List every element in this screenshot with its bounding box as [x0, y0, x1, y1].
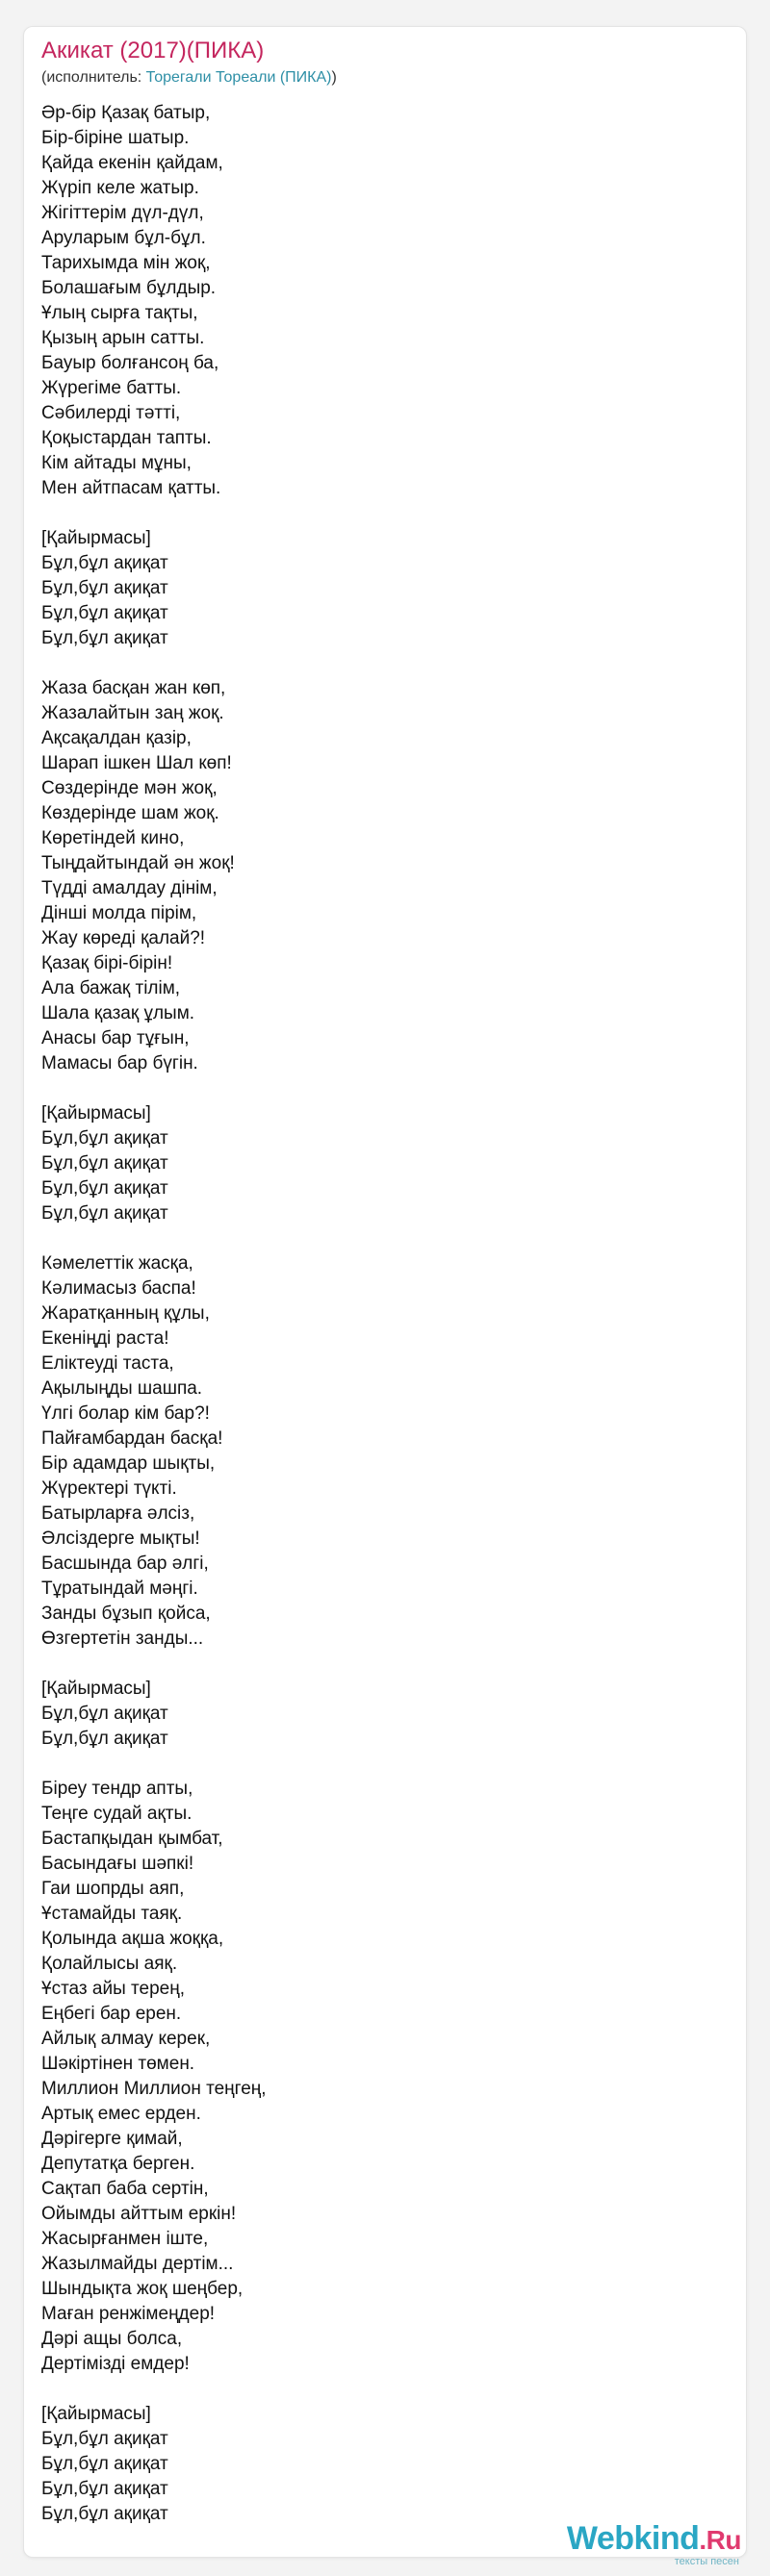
lyric-line: Артық емес ерден. [41, 2104, 201, 2124]
lyric-line: Біреу тендр апты, [41, 1779, 193, 1799]
lyric-line: Жау көреді қалай?! [41, 928, 206, 948]
lyric-line: Қолында ақша жоққа, [41, 1929, 224, 1949]
lyric-line: Занды бұзып қойса, [41, 1604, 211, 1624]
lyric-line: Бұл,бұл ақиқат [41, 628, 168, 648]
lyric-line: [Қайырмасы] [41, 528, 151, 548]
stanza-break [41, 1652, 715, 1677]
lyric-line: Шарап ішкен Шал көп! [41, 753, 232, 773]
lyric-line: Бұл,бұл ақиқат [41, 1729, 168, 1749]
lyric-line: Жасырғанмен іште, [41, 2229, 209, 2249]
lyric-line: Ұлың сырға тақты, [41, 303, 198, 323]
lyric-line: Ұстамайды таяқ. [41, 1904, 183, 1924]
lyric-line: Бұл,бұл ақиқат [41, 2479, 168, 2499]
lyric-line: Мен айтпасам қатты. [41, 478, 221, 498]
lyric-line: Батырларға әлсіз, [41, 1503, 195, 1524]
lyric-line: Бұл,бұл ақиқат [41, 1203, 168, 1224]
lyric-line: Пайғамбардан басқа! [41, 1428, 223, 1449]
artist-link[interactable]: Торегали Тореали (ПИКА) [145, 69, 332, 86]
lyric-line: Жүрегіме батты. [41, 378, 182, 398]
lyric-line: Бұл,бұл ақиқат [41, 578, 168, 598]
lyric-line: Көздерінде шам жоқ. [41, 803, 219, 823]
lyric-line: Үлгі болар кім бар?! [41, 1403, 210, 1424]
lyric-line: Бір адамдар шықты, [41, 1453, 216, 1474]
lyric-line: Ақсақалдан қазір, [41, 728, 192, 748]
lyric-line: Түдді амалдау дінім, [41, 878, 218, 898]
lyric-line: Маған ренжімеңдер! [41, 2304, 216, 2324]
lyric-line: Әр-бір Қазақ батыр, [41, 103, 211, 123]
lyric-line: Ойымды айттым еркін! [41, 2204, 237, 2224]
lyric-line: Еңбегі бар ерен. [41, 2004, 182, 2024]
lyric-line: Бұл,бұл ақиқат [41, 553, 168, 573]
stanza-break [41, 2377, 715, 2402]
lyric-line: [Қайырмасы] [41, 2404, 151, 2424]
lyric-line: Ала бажақ тілім, [41, 978, 181, 998]
lyric-line: Қазақ бірі-бірін! [41, 953, 173, 973]
lyric-line: Жазалайтын заң жоқ. [41, 703, 224, 723]
lyric-line: Өзгертетін занды... [41, 1629, 204, 1649]
lyric-line: Миллион Миллион теңгең, [41, 2079, 267, 2099]
lyric-line: Жүріп келе жатыр. [41, 178, 199, 198]
logo-tagline: тексты песен [674, 2556, 739, 2567]
lyric-line: Шындықта жоқ шеңбер, [41, 2279, 244, 2299]
lyric-line: Бұл,бұл ақиқат [41, 1178, 168, 1199]
lyric-line: Бұл,бұл ақиқат [41, 1153, 168, 1174]
lyric-line: Теңге судай ақты. [41, 1804, 192, 1824]
lyric-line: Бұл,бұл ақиқат [41, 2504, 168, 2524]
lyric-line: Мамасы бар бүгін. [41, 1053, 198, 1073]
lyric-line: Бұл,бұл ақиқат [41, 2454, 168, 2474]
lyric-line: Екеніңді раста! [41, 1328, 169, 1349]
lyrics-text [41, 101, 715, 2527]
lyric-line: Кім айтады мұны, [41, 453, 192, 473]
lyric-line: Сәбилерді тәтті, [41, 403, 181, 423]
lyric-line: Депутатқа берген. [41, 2154, 195, 2174]
lyric-line: Тарихымда мін жоқ, [41, 253, 211, 273]
stanza-break [41, 651, 715, 676]
site-logo[interactable] [558, 2520, 747, 2568]
lyric-line: Жаратқанның құлы, [41, 1303, 210, 1324]
lyric-line: Бір-біріне шатыр. [41, 128, 190, 148]
lyric-line: Қолайлысы аяқ. [41, 1954, 178, 1974]
lyric-line: Қызың арын сатты. [41, 328, 205, 348]
artist-line [41, 67, 337, 88]
lyric-line: Анасы бар тұғын, [41, 1028, 190, 1048]
lyric-line: Қоқыстардан тапты. [41, 428, 212, 448]
lyric-line: Басындағы шәпкі! [41, 1854, 194, 1874]
lyric-line: Айлық алмау керек, [41, 2029, 211, 2049]
lyric-line: Бұл,бұл ақиқат [41, 1704, 168, 1724]
artist-prefix: (исполнитель: [41, 69, 146, 86]
page-title: Акикат (2017)(ПИКА) [41, 38, 265, 63]
lyric-line: Сақтап баба сертін, [41, 2179, 209, 2199]
logo-wordmark [567, 2520, 741, 2559]
lyric-line: Қайда екенін қайдам, [41, 153, 223, 173]
lyric-line: Жүректері түкті. [41, 1478, 177, 1499]
lyric-line: Еліктеуді таста, [41, 1353, 174, 1374]
lyric-line: Дәрігерге қимай, [41, 2129, 183, 2149]
lyric-line: Дәрі ащы болса, [41, 2329, 183, 2349]
lyric-line: Әлсіздерге мықты! [41, 1528, 200, 1549]
lyric-line: Бұл,бұл ақиқат [41, 1128, 168, 1149]
lyric-line: Дінші молда пірім, [41, 903, 197, 923]
lyric-line: Ақылыңды шашпа. [41, 1378, 203, 1399]
lyric-line: Сөздерінде мән жоқ, [41, 778, 218, 798]
lyric-line: Бұл,бұл ақиқат [41, 603, 168, 623]
stanza-break [41, 1076, 715, 1101]
lyric-line: Аруларым бұл-бұл. [41, 228, 206, 248]
lyric-line: Жігіттерім дүл-дүл, [41, 203, 204, 223]
lyric-line: Бауыр болғансоң ба, [41, 353, 219, 373]
stanza-break [41, 1752, 715, 1777]
lyric-line: Ұстаз айы терең, [41, 1979, 185, 1999]
lyric-line: Тыңдайтындай ән жоқ! [41, 853, 235, 873]
lyric-line: Бұл,бұл ақиқат [41, 2429, 168, 2449]
lyric-line: [Қайырмасы] [41, 1103, 151, 1124]
lyric-line: [Қайырмасы] [41, 1679, 151, 1699]
lyric-line: Жаза басқан жан көп, [41, 678, 226, 698]
artist-suffix: ) [331, 69, 337, 86]
logo-tld: .Ru [699, 2525, 741, 2555]
lyric-line: Көретіндей кино, [41, 828, 185, 848]
lyric-line: Кәмелеттік жасқа, [41, 1253, 193, 1274]
lyric-line: Бастапқыдан қымбат, [41, 1829, 223, 1849]
lyric-line: Басшында бар әлгі, [41, 1553, 209, 1574]
stanza-break [41, 501, 715, 526]
stanza-break [41, 1226, 715, 1251]
logo-name: Webkind [566, 2520, 700, 2557]
lyric-line: Гаи шопрды аяп, [41, 1879, 185, 1899]
lyric-line: Болашағым бұлдыр. [41, 278, 217, 298]
lyric-line: Кәлимасыз баспа! [41, 1278, 196, 1299]
lyric-line: Шәкіртінен төмен. [41, 2054, 195, 2074]
lyric-line: Дертімізді емдер! [41, 2354, 190, 2374]
lyric-line: Тұратындай мәңгі. [41, 1578, 198, 1599]
lyric-line: Жазылмайды дертім... [41, 2254, 234, 2274]
lyric-line: Шала қазақ ұлым. [41, 1003, 195, 1023]
